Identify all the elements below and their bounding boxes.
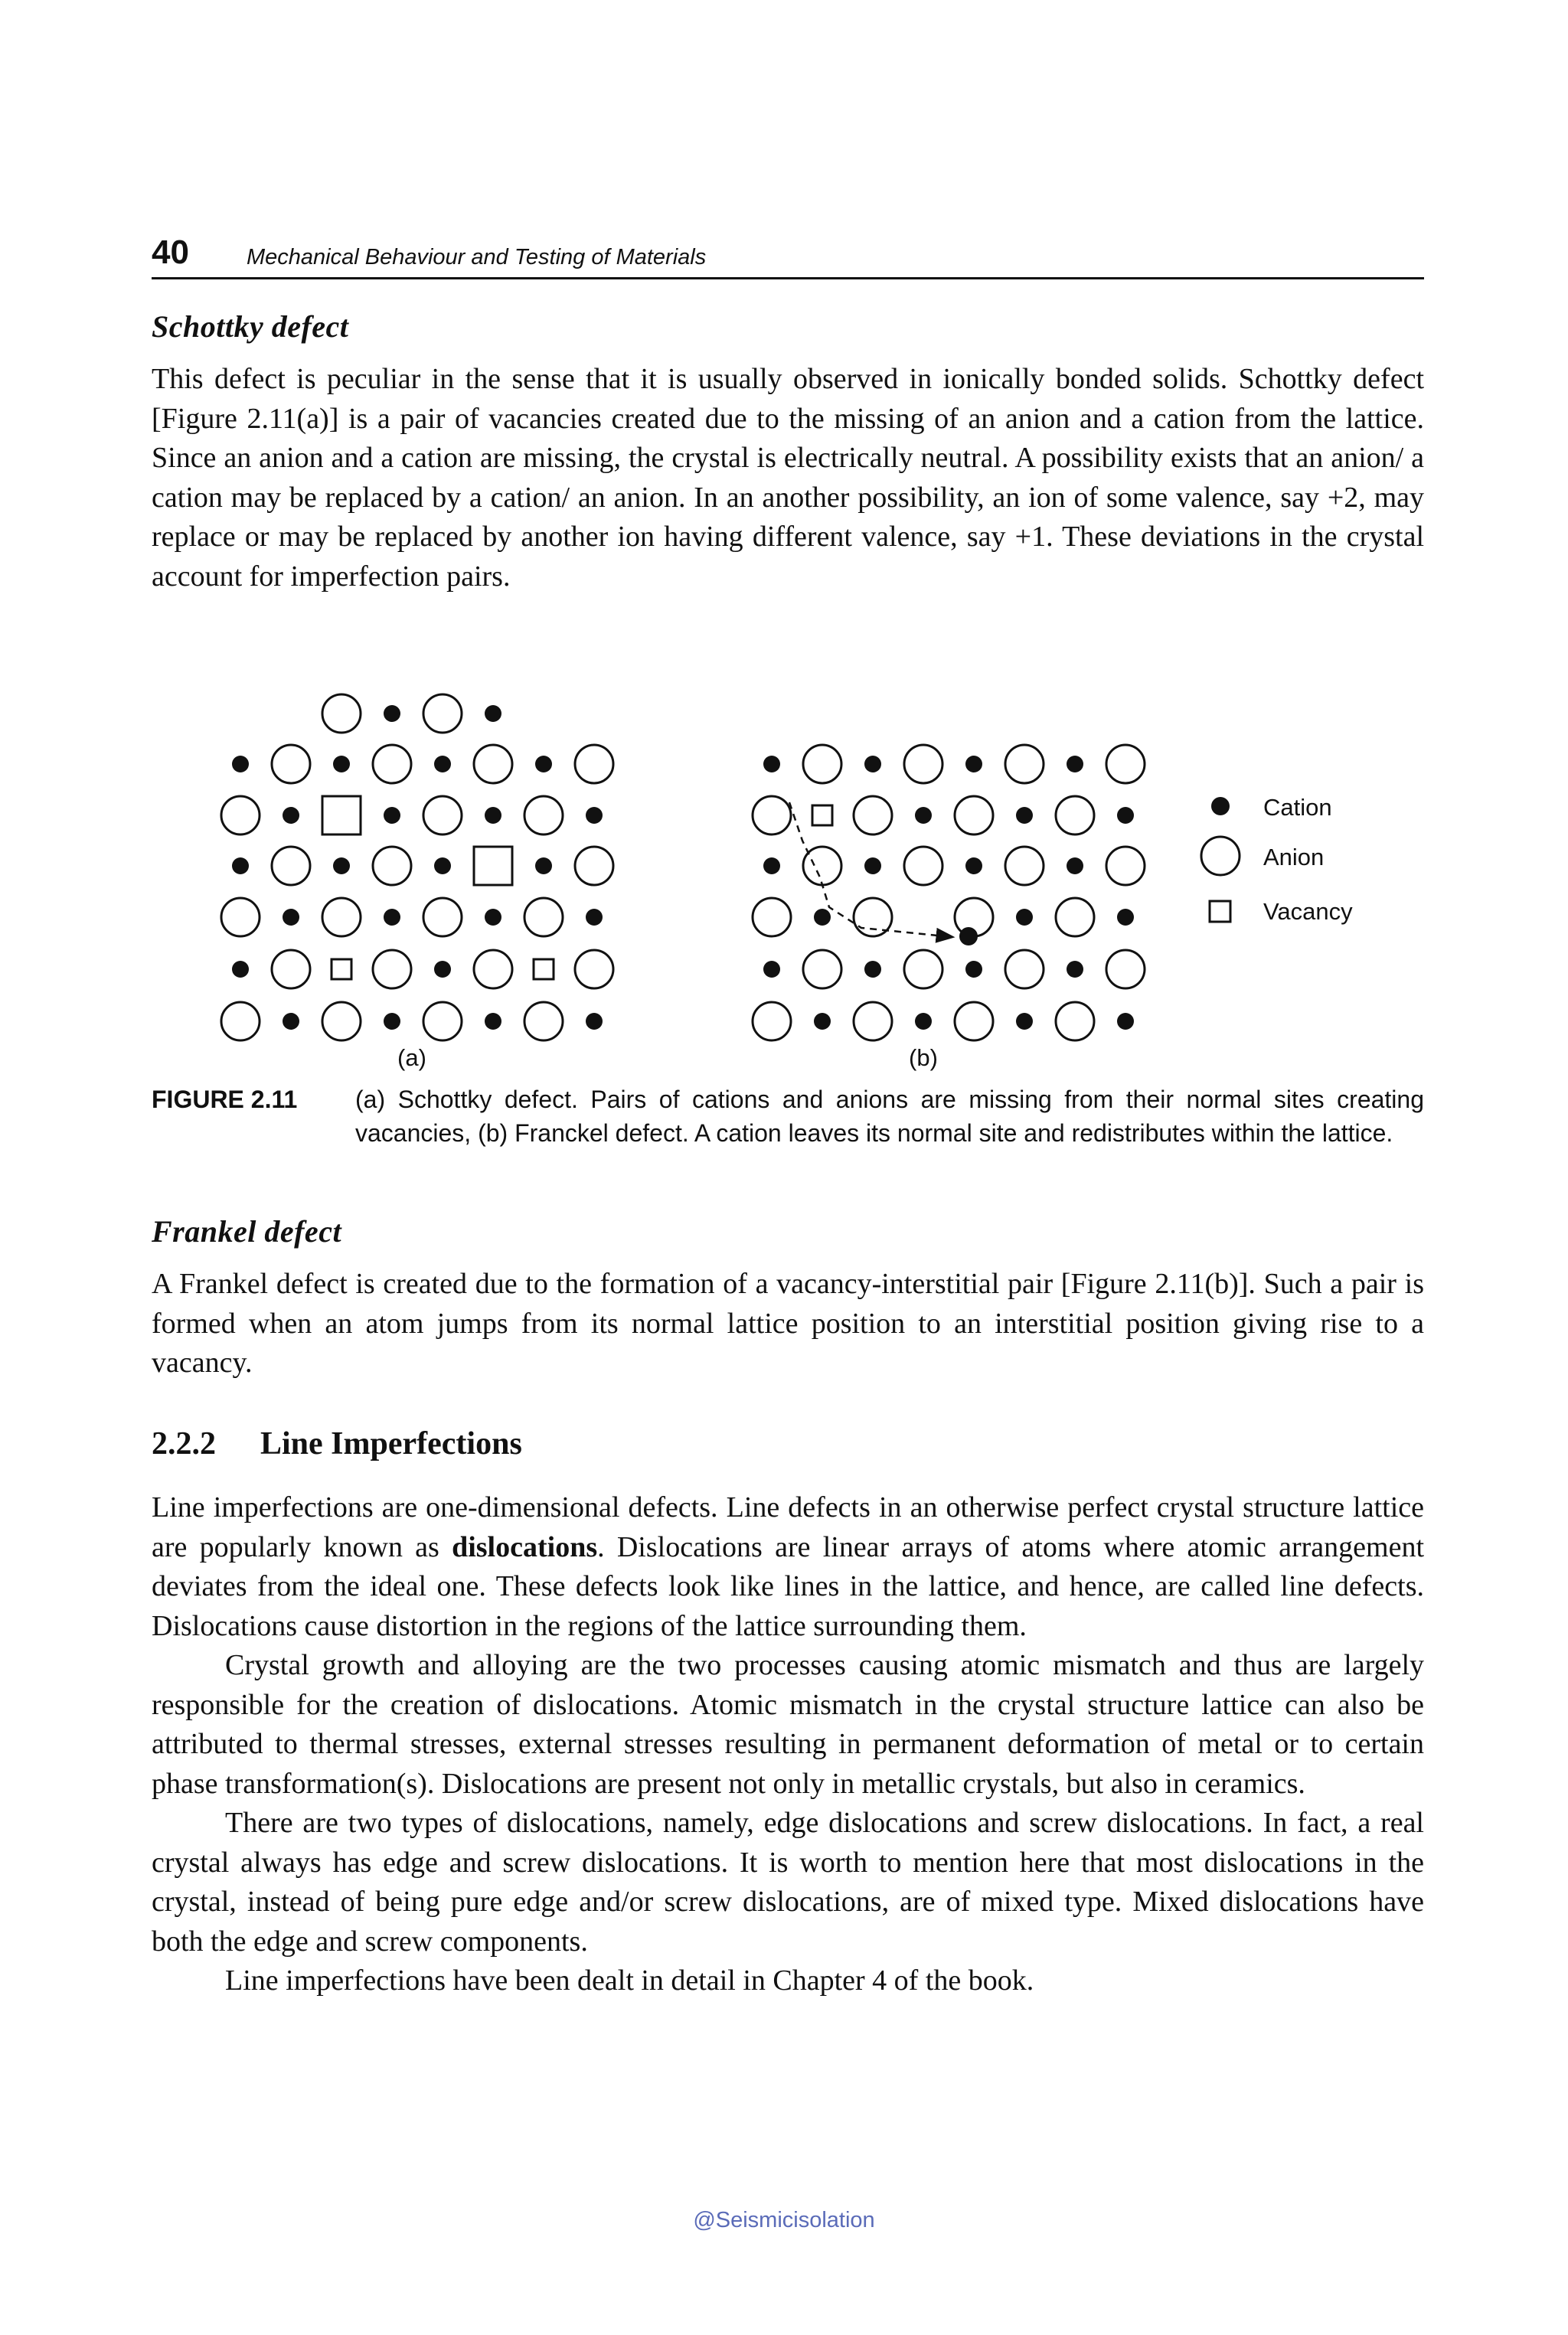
anion <box>1005 950 1044 988</box>
cation <box>763 756 780 772</box>
schottky-heading: Schottky defect <box>152 309 349 344</box>
anion <box>955 1002 993 1040</box>
cation <box>434 857 451 874</box>
cation <box>915 1013 932 1030</box>
anion <box>423 796 462 834</box>
cation <box>965 961 982 978</box>
caption-text: (a) Schottky defect. Pairs of cations and anions are missing from their normal sites creating vacancies, (b) Franckel defect. A cation leaves its normal site and redistributes within the lattice. <box>355 1086 1424 1147</box>
anion <box>753 1002 791 1040</box>
cation <box>763 857 780 874</box>
cation <box>283 1013 299 1030</box>
anion <box>753 898 791 936</box>
legend-anion-label: Anion <box>1263 844 1325 870</box>
cation <box>864 857 881 874</box>
legend-anion-symbol <box>1201 837 1240 875</box>
anion <box>272 950 310 988</box>
cation-vacancy <box>534 959 554 979</box>
anion <box>955 796 993 834</box>
cation <box>333 756 350 772</box>
anion <box>904 847 942 885</box>
cation <box>434 756 451 772</box>
cation <box>1067 961 1083 978</box>
legend-cation-label: Cation <box>1263 794 1332 821</box>
cation <box>763 961 780 978</box>
anion <box>221 796 260 834</box>
legend-vacancy-symbol <box>1210 901 1230 922</box>
caption-label: FIGURE 2.11 <box>152 1086 298 1113</box>
anion <box>272 847 310 885</box>
cation <box>434 961 451 978</box>
section-paragraph-3: There are two types of dislocations, namely, edge dislocations and screw dislocations. In fact, a real crystal always has edge and screw dislocations. It is worth to mention here that most dislocations in the crystal, instead of being pure edge and/or screw dislocations, are of mixed type. Mixed dislocations have both the edge and screw components. <box>152 1807 1424 1958</box>
schottky-lattice <box>221 694 613 1040</box>
anion <box>1005 745 1044 783</box>
anion <box>423 1002 462 1040</box>
anion <box>1005 847 1044 885</box>
anion <box>423 898 462 936</box>
anion <box>1106 847 1145 885</box>
anion <box>575 745 613 783</box>
anion <box>1106 950 1145 988</box>
anion <box>373 745 411 783</box>
cation <box>384 705 400 722</box>
cation <box>1117 1013 1134 1030</box>
cation <box>915 807 932 824</box>
anion <box>272 745 310 783</box>
anion <box>575 847 613 885</box>
cation <box>1016 909 1033 926</box>
frankel-lattice <box>753 745 1145 1040</box>
cation <box>485 807 501 824</box>
cation <box>864 961 881 978</box>
anion <box>474 745 512 783</box>
cation <box>965 857 982 874</box>
cation <box>333 857 350 874</box>
cation <box>1067 756 1083 772</box>
cation <box>485 1013 501 1030</box>
cation <box>232 857 249 874</box>
cation <box>485 909 501 926</box>
cation <box>283 909 299 926</box>
section-body <box>152 1488 1424 2001</box>
cation <box>586 909 603 926</box>
page-number: 40 <box>152 234 189 271</box>
panel-b-label: (b) <box>909 1044 938 1071</box>
anion <box>803 745 841 783</box>
anion-vacancy <box>322 796 361 834</box>
cation <box>1016 807 1033 824</box>
page-header <box>152 230 1424 279</box>
cation <box>586 807 603 824</box>
schottky-paragraph: This defect is peculiar in the sense that it is usually observed in ionically bonded solids. Schottky defect [Figure 2.11(a)] is a pair of vacancies created due to the missing of an anion and a cation from the lattice. Since an anion and a cation are missing, the crystal is electrically neutral. A possibility exists that an anion/ a cation may be replaced by a cation/ an anion. In an another possibility, an ion of some valence, say +2, may replace or may be replaced by another ion having different valence, say +1. These deviations in the crystal account for imperfection pairs. <box>152 363 1424 593</box>
anion <box>221 898 260 936</box>
anion <box>524 898 563 936</box>
section-paragraph-4: Line imperfections have been dealt in detail in Chapter 4 of the book. <box>225 1964 1034 1997</box>
figure-2-11 <box>0 658 1568 1072</box>
schottky-paragraph-block <box>152 360 1424 596</box>
dislocations-term: dislocations <box>452 1530 598 1563</box>
cation <box>283 807 299 824</box>
anion <box>904 745 942 783</box>
cation <box>232 756 249 772</box>
cation <box>965 756 982 772</box>
anion <box>322 1002 361 1040</box>
cation <box>485 705 501 722</box>
cation <box>384 807 400 824</box>
legend-cation-symbol <box>1211 797 1230 815</box>
cation <box>1016 1013 1033 1030</box>
cation-vacancy <box>332 959 351 979</box>
section-number: 2.2.2 <box>152 1426 216 1461</box>
cation <box>1117 807 1134 824</box>
anion <box>373 950 411 988</box>
section-paragraph-1 <box>152 1488 1424 1646</box>
cation <box>864 756 881 772</box>
frankel-paragraph: A Frankel defect is created due to the formation of a vacancy-interstitial pair [Figure 2.11(b)]. Such a pair is formed when an atom jumps from its normal lattice position to an interstitial position giving rise to a vacancy. <box>152 1268 1424 1379</box>
frankel-heading: Frankel defect <box>152 1214 342 1249</box>
cation <box>814 909 831 926</box>
anion <box>322 898 361 936</box>
cation <box>384 909 400 926</box>
anion <box>221 1002 260 1040</box>
anion-vacancy <box>474 847 512 885</box>
anion <box>1056 796 1094 834</box>
anion <box>803 950 841 988</box>
cation <box>586 1013 603 1030</box>
anion <box>423 694 462 733</box>
anion <box>904 950 942 988</box>
anion <box>1106 745 1145 783</box>
section-heading <box>152 1422 522 1465</box>
cation <box>535 756 552 772</box>
cation <box>232 961 249 978</box>
running-title: Mechanical Behaviour and Testing of Materials <box>247 245 707 269</box>
panel-a-label: (a) <box>397 1044 426 1071</box>
legend <box>1201 794 1353 925</box>
anion <box>474 950 512 988</box>
cation <box>384 1013 400 1030</box>
anion <box>1056 1002 1094 1040</box>
anion <box>322 694 361 733</box>
cation <box>1067 857 1083 874</box>
anion <box>524 1002 563 1040</box>
anion <box>373 847 411 885</box>
section-paragraph-2: Crystal growth and alloying are the two processes causing atomic mismatch and thus are largely responsible for the creation of dislocations. Atomic mismatch in the crystal structure lattice can also be attributed to thermal stresses, external stresses resulting in permanent deformation of metal or to certain phase transformation(s). Dislocations are present not only in metallic crystals, but also in ceramics. <box>152 1649 1424 1800</box>
paragraph-1-end: . Dislocations are linear arrays of atoms where atomic arrangement deviates from the ideal one. These defects look like lines in the lattice, and hence, are called line defects. Dislocations cause distortion in the regions of the lattice surrounding them. <box>152 1530 1425 1642</box>
legend-vacancy-label: Vacancy <box>1263 898 1353 925</box>
interstitial-cation <box>959 927 978 945</box>
anion <box>854 1002 892 1040</box>
anion <box>575 950 613 988</box>
watermark: @Seismicisolation <box>693 2208 875 2232</box>
anion <box>524 796 563 834</box>
cation <box>535 857 552 874</box>
frankel-paragraph-block <box>152 1265 1424 1383</box>
cation <box>814 1013 831 1030</box>
cation <box>1117 909 1134 926</box>
anion <box>854 796 892 834</box>
section-title: Line Imperfections <box>260 1426 522 1461</box>
anion <box>753 796 791 834</box>
paragraph-1-start: Line imperfections are one-dimensional defects. Line defects in an otherwise perfect crystal structure lattice are popularly known as <box>152 1491 1424 1563</box>
cation-vacancy <box>812 805 832 825</box>
anion <box>1056 898 1094 936</box>
